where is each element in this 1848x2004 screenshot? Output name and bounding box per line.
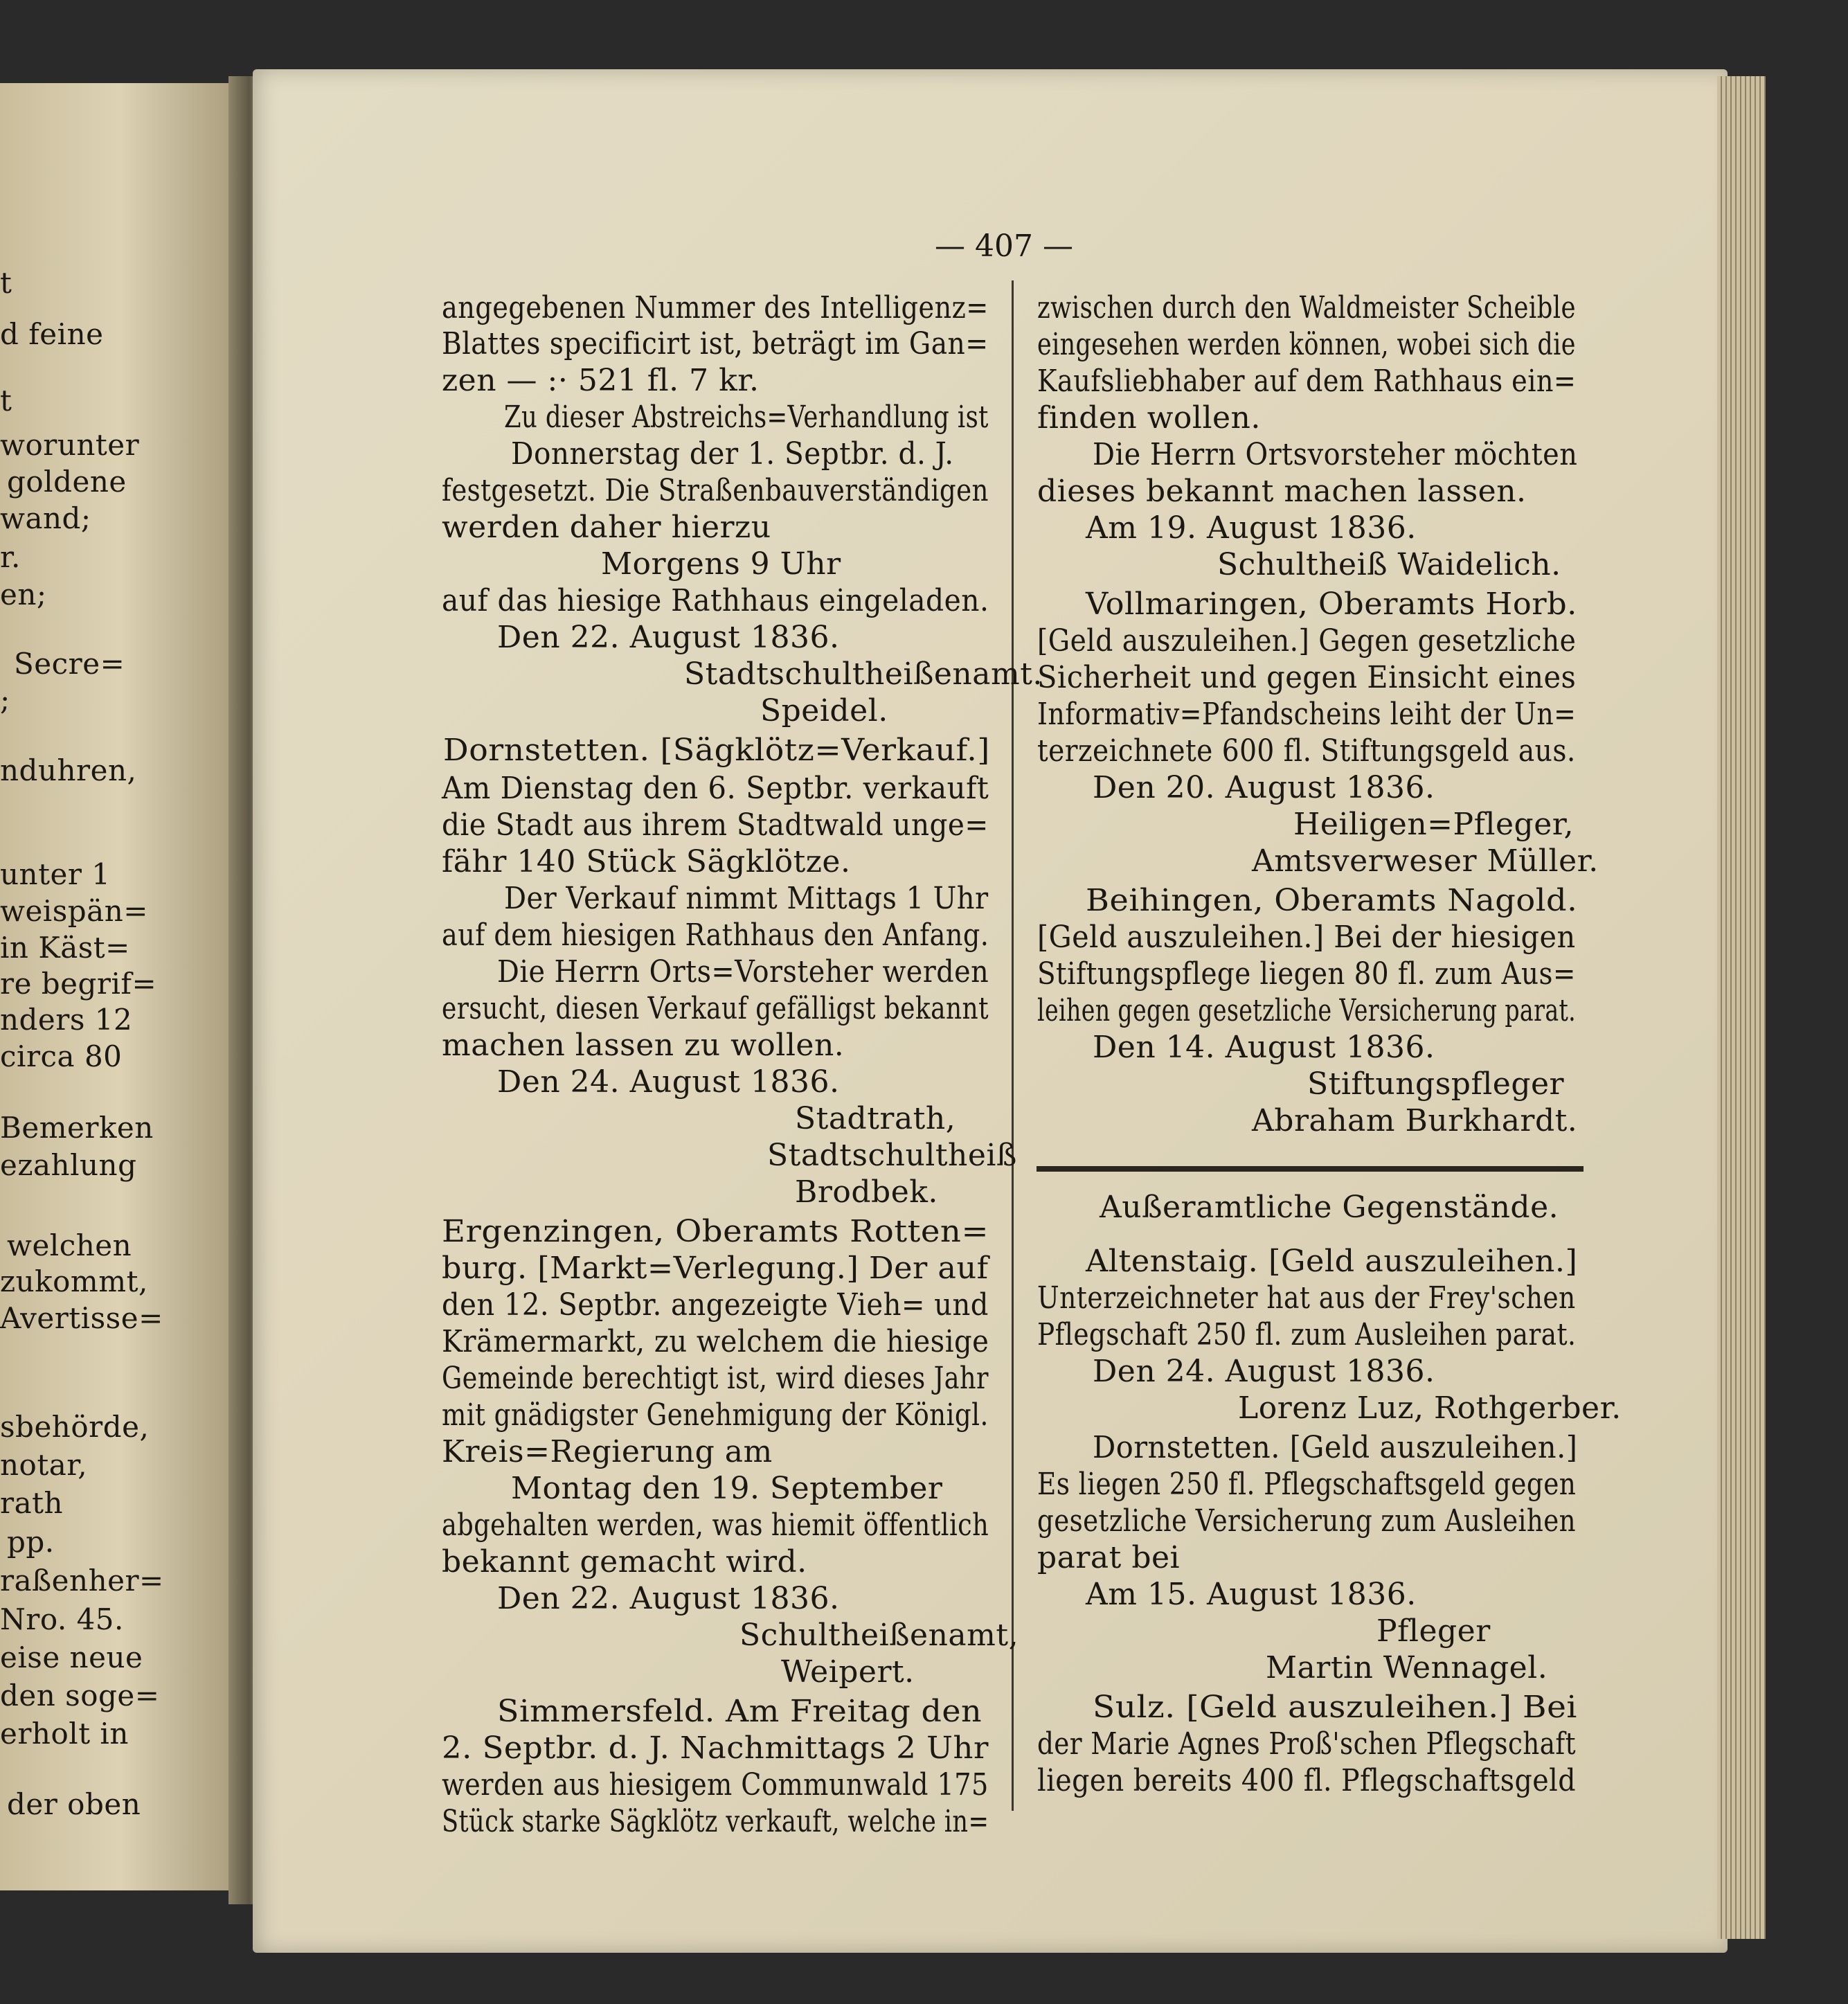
left-column-line: Der Verkauf nimmt Mittags 1 Uhr xyxy=(504,881,989,916)
left-page-fragment-line: notar, xyxy=(0,1448,88,1482)
right-column-line: zwischen durch den Waldmeister Scheible xyxy=(1037,290,1576,325)
right-column-line: Stiftungspfleger xyxy=(1307,1066,1565,1102)
right-column-line: Am 15. August 1836. xyxy=(1086,1577,1417,1612)
left-column-line: die Stadt aus ihrem Stadtwald unge= xyxy=(442,807,989,843)
left-page-fragment-line: wand; xyxy=(0,501,91,535)
left-column-line: werden daher hierzu xyxy=(442,510,771,545)
left-column-line: Stadtschultheiß xyxy=(767,1138,1017,1173)
right-column-line: Es liegen 250 fl. Pflegschaftsgeld gegen xyxy=(1037,1467,1577,1502)
left-column-line: auf dem hiesigen Rathhaus den Anfang. xyxy=(442,918,989,953)
right-column-line: Pfleger xyxy=(1376,1613,1491,1649)
left-page-fragment-line: rath xyxy=(0,1486,64,1520)
right-column-line: liegen bereits 400 fl. Pflegschaftsgeld xyxy=(1037,1763,1577,1798)
right-column-line: Den 24. August 1836. xyxy=(1093,1354,1435,1389)
right-column-line: Kaufsliebhaber auf dem Rathhaus ein= xyxy=(1037,364,1577,399)
right-column-line: Amtsverweser Müller. xyxy=(1252,843,1599,879)
left-page-fragment-line: erholt in xyxy=(0,1717,129,1751)
left-page-fragment-line: en; xyxy=(0,578,47,611)
left-column-line: abgehalten werden, was hiemit öffentlich xyxy=(442,1508,989,1543)
right-column-line: Beihingen, Oberamts Nagold. xyxy=(1086,883,1578,918)
left-page-fragment-line: raßenher= xyxy=(0,1564,164,1598)
right-column-line: leihen gegen gesetzliche Versicherung parat. xyxy=(1037,993,1577,1028)
right-column-line: Pflegschaft 250 fl. zum Ausleihen parat. xyxy=(1037,1317,1577,1352)
left-column-line: zen — :· 521 fl. 7 kr. xyxy=(442,363,760,398)
left-page-fragment-line: ezahlung xyxy=(0,1148,137,1182)
right-column-line: Unterzeichneter hat aus der Frey'schen xyxy=(1037,1280,1576,1316)
left-column-line: Den 22. August 1836. xyxy=(497,1581,840,1616)
left-column-line: Schultheißenamt, xyxy=(739,1618,1019,1653)
left-column-line: ersucht, diesen Verkauf gefälligst bekannt xyxy=(442,991,989,1026)
left-page-fragment-line: eise neue xyxy=(0,1640,143,1674)
right-column-line: Außeramtliche Gegenstände. xyxy=(1100,1190,1559,1225)
left-page-fragment-line: unter 1 xyxy=(0,857,111,891)
left-column-line: Ergenzingen, Oberamts Rotten= xyxy=(442,1214,989,1249)
left-column-line: Dornstetten. [Sägklötz=Verkauf.] xyxy=(443,733,990,768)
left-column-line: Den 22. August 1836. xyxy=(497,620,840,655)
left-page-fragment-line: Secre= xyxy=(14,647,125,681)
left-page-fragment-line: in Käst= xyxy=(0,931,130,965)
left-page-fragment-line: worunter xyxy=(0,428,140,462)
right-column-line: Lorenz Luz, Rothgerber. xyxy=(1238,1390,1622,1426)
column-divider xyxy=(1012,280,1014,1811)
right-column-line: dieses bekannt machen lassen. xyxy=(1037,474,1527,509)
left-page-fragment-line: sbehörde, xyxy=(0,1410,150,1444)
page-edges xyxy=(1717,76,1766,1939)
right-column-line: Am 19. August 1836. xyxy=(1086,510,1417,546)
left-page-fragment-line: t xyxy=(0,266,12,300)
left-column-line: Stadtrath, xyxy=(795,1101,956,1136)
right-column-line: Die Herrn Ortsvorsteher möchten xyxy=(1093,437,1578,472)
left-column-line: Weipert. xyxy=(781,1654,915,1690)
left-page-fragment-line: re begrif= xyxy=(0,967,157,1001)
left-column-line: Simmersfeld. Am Freitag den xyxy=(497,1694,983,1729)
left-column-line: burg. [Markt=Verlegung.] Der auf xyxy=(442,1251,989,1286)
left-column-line: Morgens 9 Uhr xyxy=(601,546,841,582)
right-column-line: Dornstetten. [Geld auszuleihen.] xyxy=(1093,1430,1578,1465)
left-column-line: fähr 140 Stück Sägklötze. xyxy=(442,844,851,879)
right-column-line: Sicherheit und gegen Einsicht eines xyxy=(1037,660,1577,695)
left-column-line: Den 24. August 1836. xyxy=(497,1064,840,1100)
left-column-line: Stadtschultheißenamt. xyxy=(684,656,1043,692)
left-column-line: den 12. Septbr. angezeigte Vieh= und xyxy=(442,1287,989,1323)
left-column-line: festgesetzt. Die Straßenbauverständigen xyxy=(442,473,989,508)
left-page-fragment-line: den soge= xyxy=(0,1679,160,1712)
right-column-line: terzeichnete 600 fl. Stiftungsgeld aus. xyxy=(1037,733,1576,769)
right-column-line: der Marie Agnes Proß'schen Pflegschaft xyxy=(1037,1726,1576,1762)
left-column-line: Krämermarkt, zu welchem die hiesige xyxy=(442,1324,989,1359)
right-column-line: Den 20. August 1836. xyxy=(1093,770,1435,805)
left-column-line: Montag den 19. September xyxy=(511,1471,943,1506)
right-column-line: [Geld auszuleihen.] Bei der hiesigen xyxy=(1037,920,1576,955)
right-column-line: Abraham Burkhardt. xyxy=(1252,1103,1578,1138)
left-column-line: 2. Septbr. d. J. Nachmittags 2 Uhr xyxy=(442,1730,989,1766)
left-column-line: machen lassen zu wollen. xyxy=(442,1028,845,1063)
left-column-line: Am Dienstag den 6. Septbr. verkauft xyxy=(442,771,989,806)
left-page-fragment-line: weispän= xyxy=(0,894,148,928)
right-column-line: Martin Wennagel. xyxy=(1266,1650,1548,1685)
left-column-line: bekannt gemacht wird. xyxy=(442,1544,807,1580)
left-page-fragment-line: nders 12 xyxy=(0,1003,133,1037)
right-column-line: Den 14. August 1836. xyxy=(1093,1030,1435,1065)
right-column-line: Altenstaig. [Geld auszuleihen.] xyxy=(1086,1244,1578,1279)
left-column-line: Blattes specificirt ist, beträgt im Gan= xyxy=(442,326,989,361)
page-number: — 407 — xyxy=(935,229,1073,264)
left-page-fragment-line: zukommt, xyxy=(0,1264,148,1298)
left-page-fragment-line: nduhren, xyxy=(0,753,137,787)
left-column-line: Speidel. xyxy=(760,693,888,728)
left-page-fragment-line: circa 80 xyxy=(0,1039,123,1073)
right-column-line: Stiftungspflege liegen 80 fl. zum Aus= xyxy=(1037,956,1576,992)
left-page-fragment-line: welchen xyxy=(7,1228,132,1262)
left-column-line: mit gnädigster Genehmigung der Königl. xyxy=(442,1397,989,1433)
left-page-fragment-line: Avertisse= xyxy=(0,1301,163,1335)
left-column-line: Gemeinde berechtigt ist, wird dieses Jahr xyxy=(442,1361,989,1396)
left-page-fragment-line: goldene xyxy=(7,465,127,499)
left-column-line: angegebenen Nummer des Intelligenz= xyxy=(442,290,989,325)
left-page-fragment-line: r. xyxy=(0,540,21,574)
left-page-fragment-line: t xyxy=(0,384,12,418)
left-column-line: Kreis=Regierung am xyxy=(442,1434,773,1469)
right-column-line: gesetzliche Versicherung zum Ausleihen xyxy=(1037,1503,1576,1539)
section-divider xyxy=(1037,1166,1584,1172)
left-column-line: Brodbek. xyxy=(795,1174,938,1210)
left-column-line: Zu dieser Abstreichs=Verhandlung ist xyxy=(504,400,989,435)
left-page-fragment-line: ; xyxy=(0,683,10,717)
right-column-line: finden wollen. xyxy=(1037,400,1261,436)
left-page-fragment-line: d feine xyxy=(0,317,104,351)
right-column-line: eingesehen werden können, wobei sich die xyxy=(1037,327,1576,362)
right-column-line: [Geld auszuleihen.] Gegen gesetzliche xyxy=(1037,623,1577,659)
right-column-line: parat bei xyxy=(1037,1540,1181,1575)
right-column-line: Sulz. [Geld auszuleihen.] Bei xyxy=(1093,1690,1577,1725)
left-page-fragment-line: pp. xyxy=(7,1525,55,1559)
left-column-line: Die Herrn Orts=Vorsteher werden xyxy=(497,954,989,990)
left-column-line: werden aus hiesigem Communwald 175 xyxy=(442,1767,989,1802)
right-column-line: Schultheiß Waidelich. xyxy=(1217,547,1561,582)
left-page-fragment-line: der oben xyxy=(7,1787,141,1821)
left-column-line: Donnerstag der 1. Septbr. d. J. xyxy=(511,436,954,472)
left-page-fragment-line: Bemerken xyxy=(0,1111,154,1145)
right-column-line: Heiligen=Pfleger, xyxy=(1293,807,1574,842)
left-column-line: Stück starke Sägklötz verkauft, welche in= xyxy=(442,1804,989,1839)
left-column-line: auf das hiesige Rathhaus eingeladen. xyxy=(442,583,989,618)
right-column-line: Vollmaringen, Oberamts Horb. xyxy=(1086,587,1577,622)
left-page-fragment-line: Nro. 45. xyxy=(0,1602,124,1636)
right-column-line: Informativ=Pfandscheins leiht der Un= xyxy=(1037,697,1577,732)
